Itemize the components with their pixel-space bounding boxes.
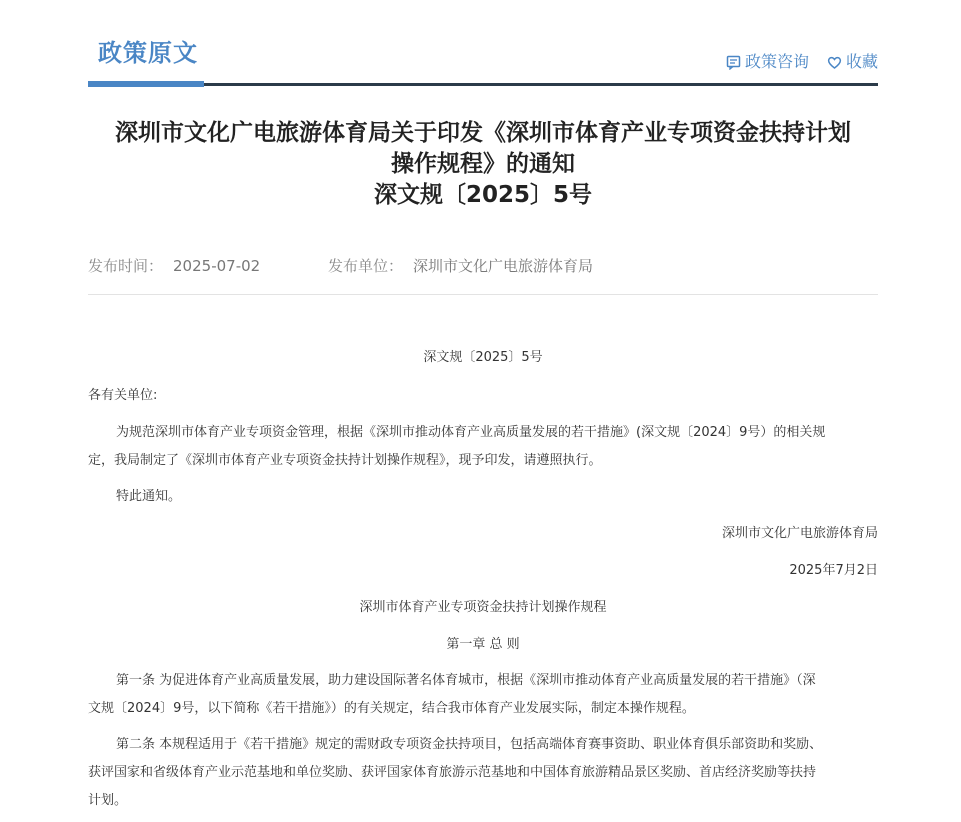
document-number-title: 深文规〔2025〕5号 (373, 182, 593, 208)
paragraph-1 (88, 419, 878, 475)
article-1-line-1: 第一条 为促进体育产业高质量发展，助力建设国际著名体育城市，根据《深圳市推动体育产业高质量发展的若干措施》（深 (116, 673, 816, 688)
article-2-line-2: 获评国家和省级体育产业示范基地和单位奖励、获评国家体育旅游示范基地和中国体育旅游精品景区奖励、首店经济奖励等扶持 (88, 765, 817, 780)
collect-label: 收藏 (845, 52, 878, 71)
collect-button[interactable] (827, 51, 878, 73)
document-title (88, 118, 878, 211)
article-1-line-2: 文规〔2024〕9号，以下简称《若干措施》）的有关规定，结合我市体育产业发展实际，制定本操作规程。 (88, 701, 695, 716)
paragraph-1-line-1: 为规范深圳市体育产业专项资金管理，根据《深圳市推动体育产业高质量发展的若干措施》(深文规〔2024〕9号）的相关规 (116, 425, 826, 440)
header-divider (88, 83, 878, 86)
header-divider-accent (88, 81, 204, 87)
section-header (88, 0, 878, 88)
article-2-line-3: 计划。 (88, 793, 128, 808)
doc-number: 深文规〔2025〕5号 (423, 350, 543, 365)
signature-date: 2025年7月2日 (789, 563, 878, 578)
rules-title: 深圳市体育产业专项资金扶持计划操作规程 (359, 600, 607, 615)
notice-text: 特此通知。 (116, 489, 182, 504)
document-body (88, 344, 878, 815)
chat-icon (726, 55, 741, 70)
article-2 (88, 731, 878, 815)
document-title-line-2: 操作规程》的通知 (391, 151, 575, 177)
header-actions (726, 51, 878, 73)
meta-divider (88, 294, 878, 295)
publisher (328, 256, 593, 276)
page-container (88, 0, 878, 808)
publish-time-label: 发布时间： (88, 257, 164, 275)
publisher-value: 深圳市文化广电旅游体育局 (413, 257, 594, 275)
article-2-line-1: 第二条 本规程适用于《若干措施》规定的需财政专项资金扶持项目，包括高端体育赛事资助、职业体育俱乐部资助和奖励、 (116, 737, 823, 752)
publish-time (88, 257, 260, 275)
article-1 (88, 667, 878, 723)
heart-icon (827, 55, 842, 70)
document-meta (88, 256, 878, 276)
section-title: 政策原文 (98, 39, 198, 67)
salutation: 各有关单位: (88, 388, 158, 403)
chapter-heading: 第一章 总 则 (446, 637, 520, 652)
paragraph-1-line-2: 定，我局制定了《深圳市体育产业专项资金扶持计划操作规程》，现予印发，请遵照执行。 (88, 453, 602, 468)
document-title-line-1: 深圳市文化广电旅游体育局关于印发《深圳市体育产业专项资金扶持计划 (115, 120, 851, 146)
publish-time-value: 2025-07-02 (173, 257, 261, 275)
publisher-label: 发布单位： (328, 257, 404, 275)
policy-consult-label: 政策咨询 (744, 52, 809, 71)
signature-org: 深圳市文化广电旅游体育局 (721, 526, 878, 541)
policy-consult-button[interactable] (726, 51, 809, 73)
